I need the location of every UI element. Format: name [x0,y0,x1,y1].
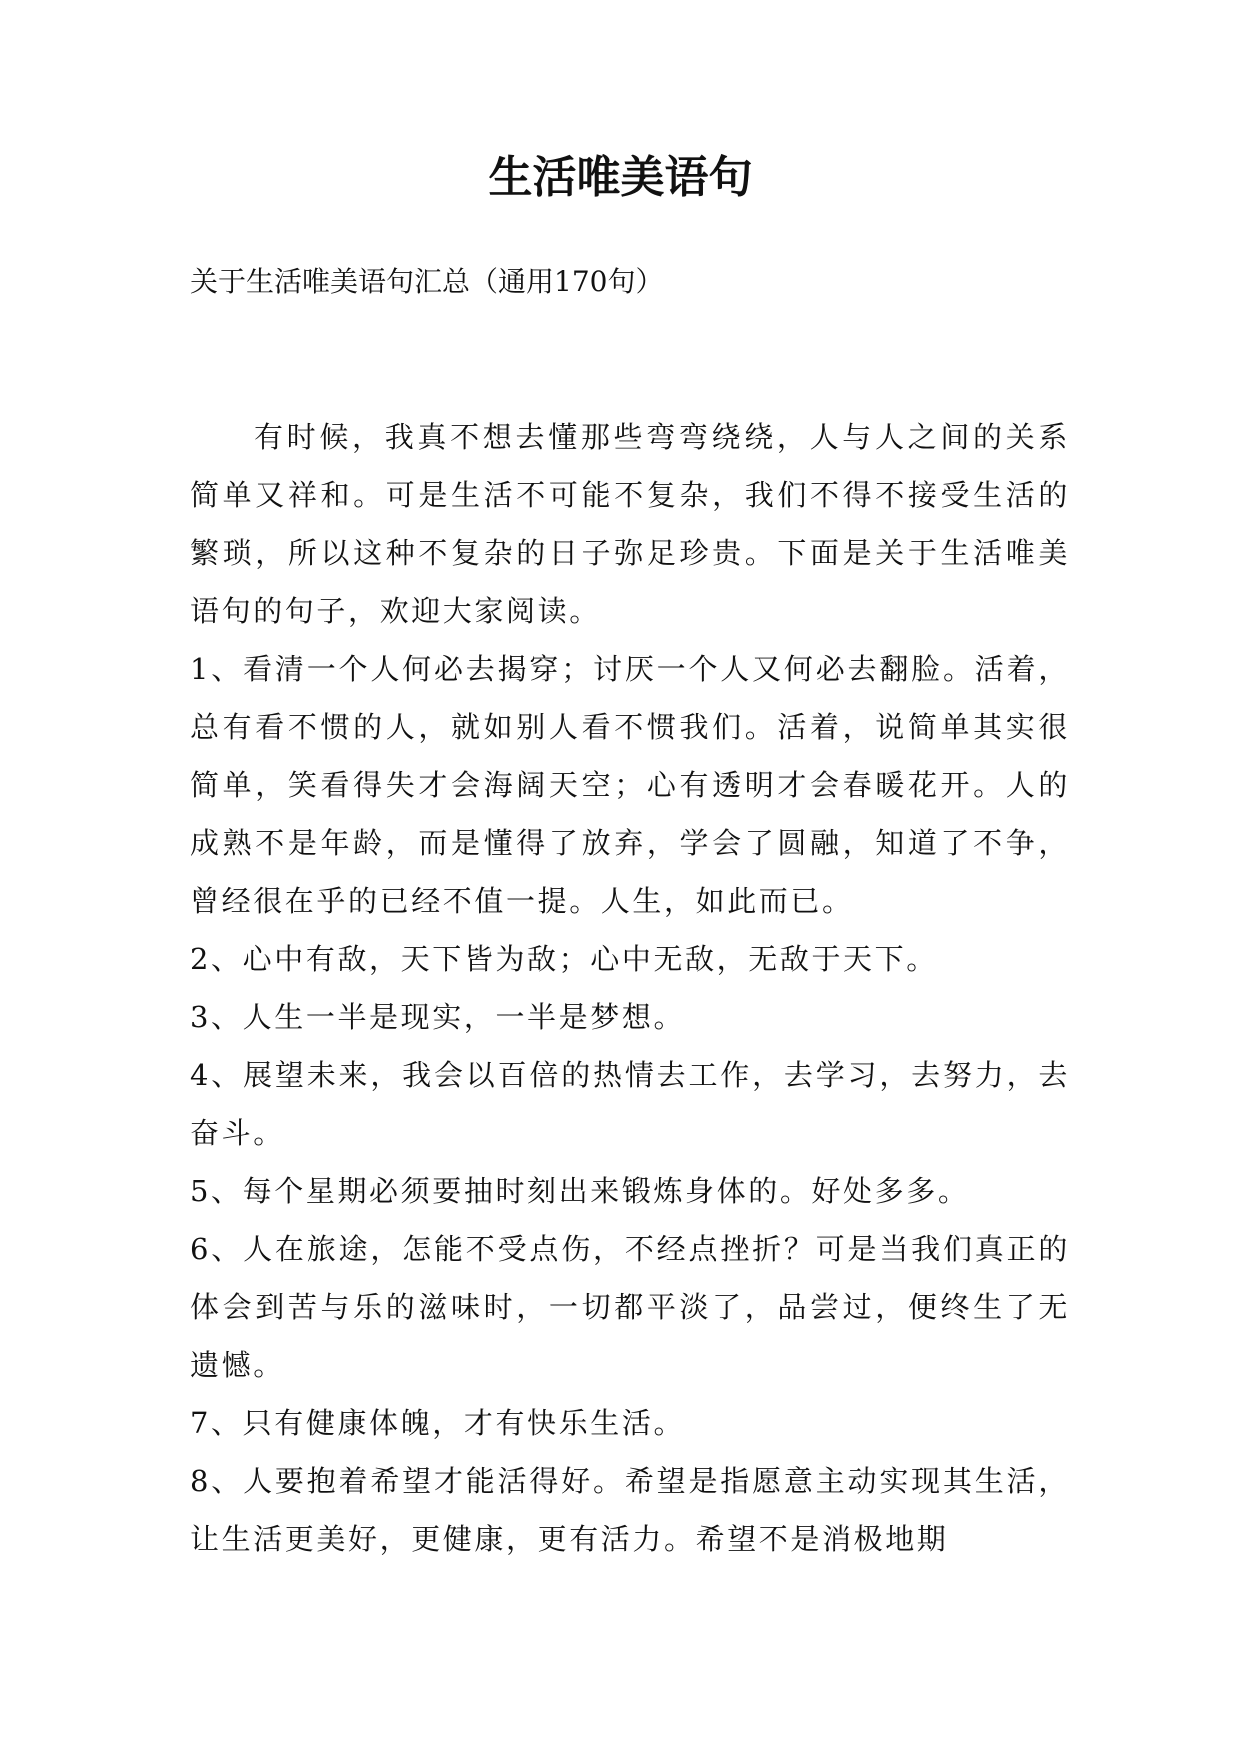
list-item: 2、心中有敌，天下皆为敌；心中无敌，无敌于天下。 [190,942,938,976]
list-item: 1、看清一个人何必去揭穿；讨厌一个人又何必去翻脸。活着，总有看不惯的人，就如别人看不惯我们。活着，说简单其实很简单，笑看得失才会海阔天空；心有透明才会春暖花开。人的成熟不是年龄，而是懂得了放弃，学会了圆融，知道了不争，曾经很在乎的已经不值一提。人生，如此而已。 [190,652,1070,918]
list-item: 5、每个星期必须要抽时刻出来锻炼身体的。好处多多。 [190,1174,970,1208]
list-item: 6、人在旅途，怎能不受点伤，不经点挫折？可是当我们真正的体会到苦与乐的滋味时，一切都平淡了，品尝过，便终生了无遗憾。 [190,1232,1070,1382]
list-item: 8、人要抱着希望才能活得好。希望是指愿意主动实现其生活，让生活更美好，更健康，更有活力。希望不是消极地期 [190,1464,1070,1556]
document-title: 生活唯美语句 [488,152,753,203]
document-body [190,408,1070,1568]
intro-paragraph: 有时候，我真不想去懂那些弯弯绕绕，人与人之间的关系简单又祥和。可是生活不可能不复杂，我们不得不接受生活的繁琐，所以这种不复杂的日子弥足珍贵。下面是关于生活唯美语句的句子，欢迎大家阅读。 [190,420,1070,628]
list-item: 4、展望未来，我会以百倍的热情去工作，去学习，去努力，去奋斗。 [190,1058,1070,1150]
list-item: 7、只有健康体魄，才有快乐生活。 [190,1406,686,1440]
document-subtitle: 关于生活唯美语句汇总（通用170句） [190,265,664,298]
list-item: 3、人生一半是现实，一半是梦想。 [190,1000,686,1034]
